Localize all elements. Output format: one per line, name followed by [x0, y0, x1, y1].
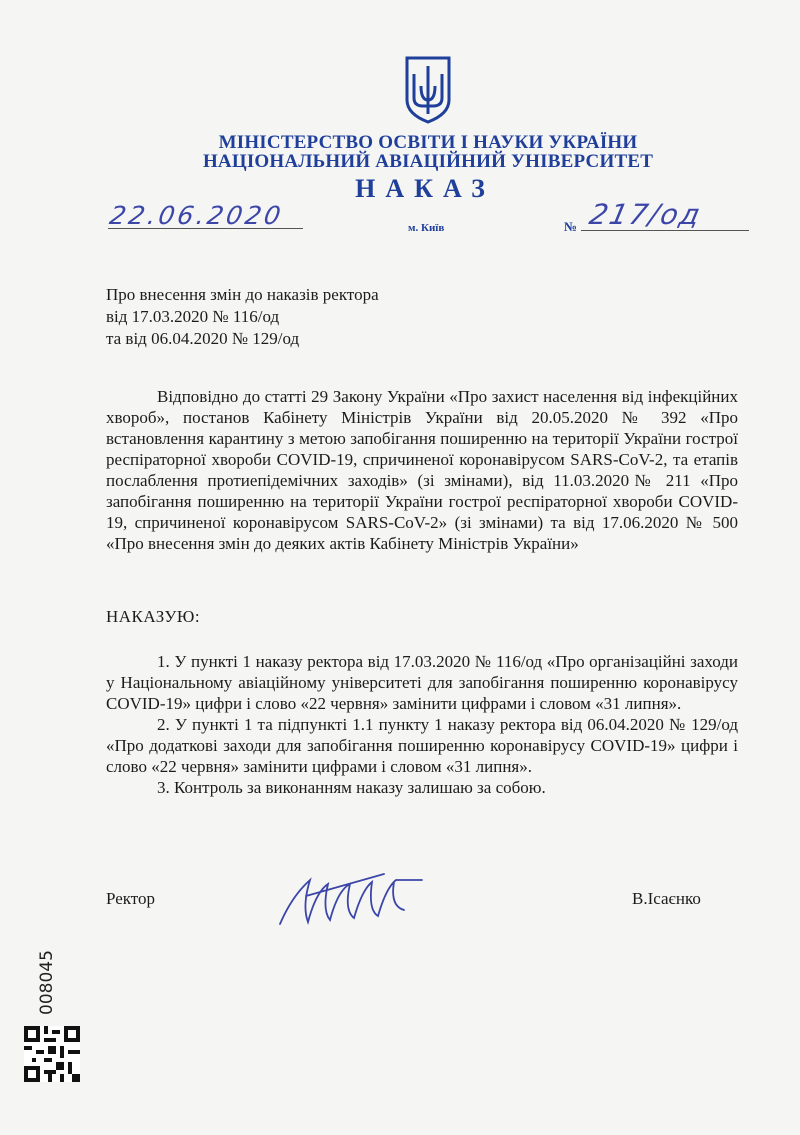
order-item: 1. У пункті 1 наказу ректора від 17.03.2020 № 116/од «Про організаційні заходи у Національному авіаційному університеті для запобігання поширенню коронавірусу COVID-19» цифри і слово «22 червня» замінити цифрами і словом «31 липня». — [106, 652, 738, 713]
trident-emblem-icon — [403, 56, 453, 124]
subject-line: та від 06.04.2020 № 129/од — [106, 329, 300, 348]
university-name: НАЦІОНАЛЬНИЙ АВІАЦІЙНИЙ УНІВЕРСИТЕТ — [202, 151, 654, 172]
order-item: 2. У пункті 1 та підпункті 1.1 пункту 1 наказу ректора від 06.04.2020 № 129/од «Про додаткові заходи для запобігання поширенню коронавірусу COVID-19» цифри і слово «22 червня» замінити цифрами і словом «31 липня». — [106, 715, 738, 776]
ministry-name: МІНІСТЕРСТВО ОСВІТИ І НАУКИ УКРАЇНИ — [218, 132, 638, 153]
signatory-name: В.Ісаєнко — [632, 889, 701, 908]
city-label: м. Київ — [408, 222, 445, 234]
document-type-title: НАКАЗ — [355, 174, 495, 203]
order-heading: НАКАЗУЮ: — [106, 607, 201, 626]
qr-code-icon — [24, 1026, 80, 1082]
number-underline — [581, 230, 749, 231]
number-sign: № — [564, 219, 578, 234]
document-id: 008045 — [37, 950, 57, 1015]
subject-line: Про внесення змін до наказів ректора — [106, 285, 379, 304]
order-items — [106, 651, 738, 798]
handwritten-signature — [272, 866, 432, 932]
subject-line: від 17.03.2020 № 116/од — [106, 307, 280, 326]
handwritten-number: 217/од — [586, 198, 705, 231]
order-subject — [106, 284, 379, 350]
date-underline — [108, 228, 303, 229]
order-item: 3. Контроль за виконанням наказу залишаю за собою. — [157, 778, 546, 797]
signatory-role: Ректор — [106, 889, 156, 908]
handwritten-date: 22.06.2020 — [107, 201, 286, 230]
preamble-paragraph: Відповідно до статті 29 Закону України «Про захист населення від інфекційних хвороб», постанов Кабінету Міністрів України від 20.05.2020 № 392 «Про встановлення карантину з метою запобігання поширенню на території України гострої респіраторної хвороби COVID-19, спричиненої коронавірусом SARS-CoV-2, та етапів послаблення протиепідемічних заходів» (зі змінами), від 11.03.2020№ 211 «Про запобігання поширенню на території України гострої респіраторної хвороби COVID-19, спричиненої коронавірусом SARS-CoV-2» (зі змінами) та від 17.06.2020 № 500 «Про внесення змін до деяких актів Кабінету Міністрів України» — [106, 387, 738, 553]
